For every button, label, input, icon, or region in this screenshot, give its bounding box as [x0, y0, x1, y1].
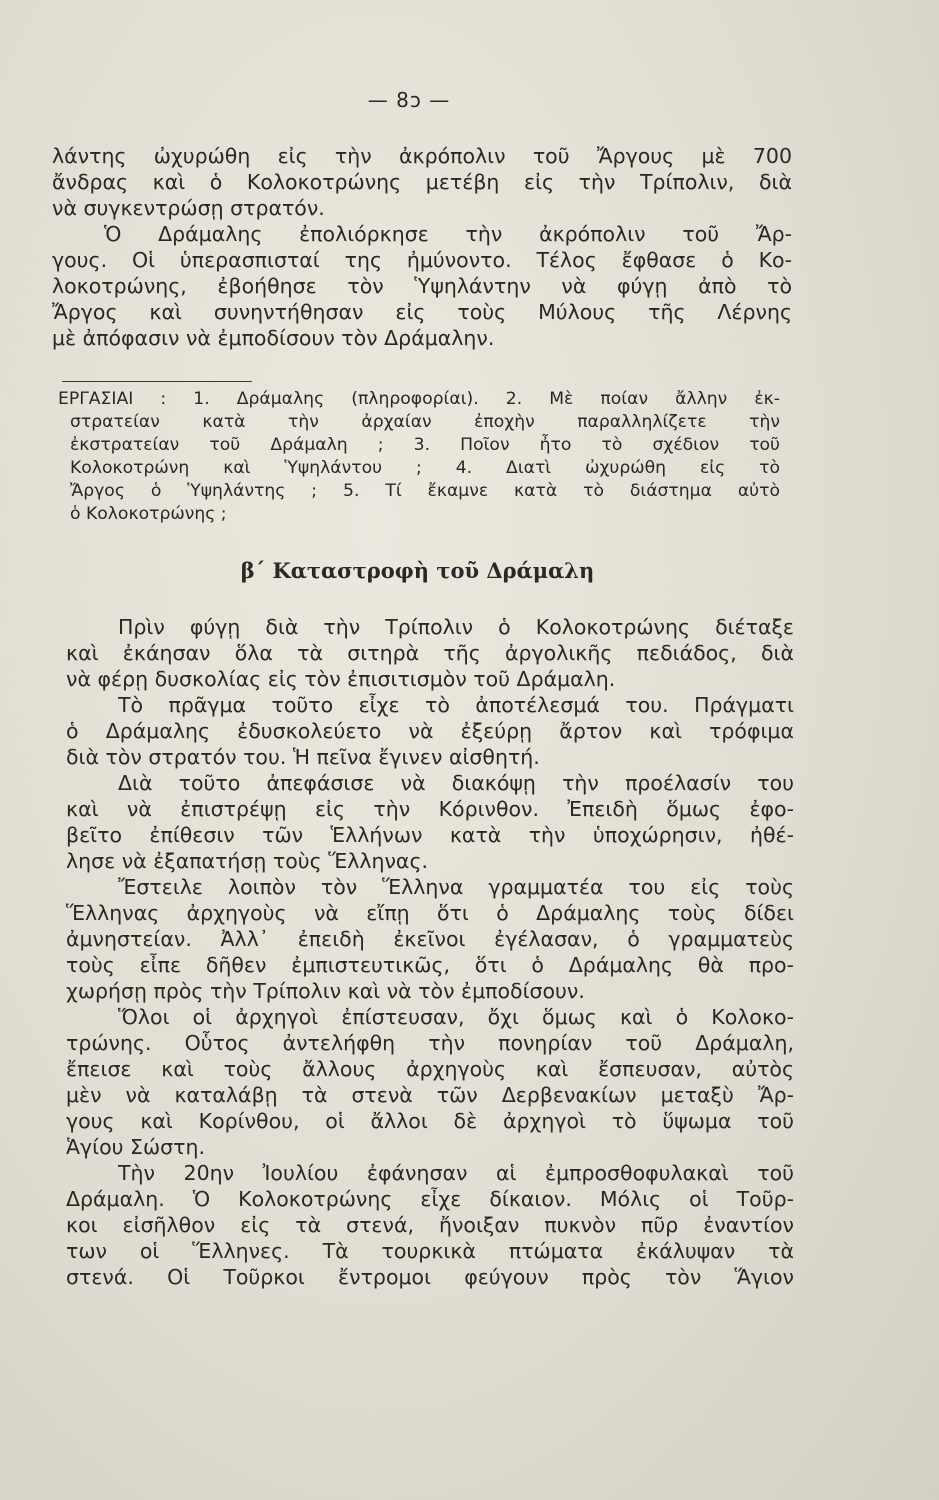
page-number: — 8ɔ —	[367, 88, 451, 112]
text-line: χωρήσῃ πρὸς τὴν Τρίπολιν καὶ νὰ τὸν ἐμποδίσουν.	[66, 979, 585, 1003]
text-line: διὰ τὸν στρατόν του. Ἡ πεῖνα ἔγινεν αἰσθητή.	[66, 745, 540, 769]
text-line: νὰ συγκεντρώσῃ στρατόν.	[52, 196, 325, 220]
section-divider	[62, 381, 252, 382]
text-line: καὶ νὰ ἐπιστρέψῃ εἰς τὴν Κόρινθον. Ἐπειδὴ ὅμως ἐφο-	[66, 797, 794, 821]
section-heading: β΄ Καταστροφὴ τοῦ Δράμαλη	[240, 558, 595, 583]
exercise-line: ἐκστρατείαν τοῦ Δράμαλη ; 3. Ποῖον ἦτο τὸ σχέδιον τοῦ	[70, 435, 780, 455]
text-line: ἀμνηστείαν. Ἀλλ᾿ ἐπειδὴ ἐκεῖνοι ἐγέλασαν, ὁ γραμματεὺς	[66, 927, 794, 951]
text-line: Τὴν 20ην Ἰουλίου ἐφάνησαν αἱ ἐμπροσθοφυλακαὶ τοῦ	[118, 1161, 794, 1185]
exercise-line: στρατείαν κατὰ τὴν ἀρχαίαν ἐποχὴν παραλληλίζετε τὴν	[70, 412, 780, 432]
text-line: Τὸ πρᾶγμα τοῦτο εἶχε τὸ ἀποτέλεσμά του. Πράγματι	[118, 693, 794, 717]
text-line: ἄνδρας καὶ ὁ Κολοκοτρώνης μετέβη εἰς τὴν Τρίπολιν, διὰ	[52, 170, 792, 194]
text-line: νὰ φέρῃ δυσκολίας εἰς τὸν ἐπισιτισμὸν τοῦ Δράμαλη.	[66, 667, 616, 691]
text-line: γους καὶ Κορίνθου, οἱ ἄλλοι δὲ ἀρχηγοὶ τὸ ὕψωμα τοῦ	[66, 1109, 794, 1133]
exercise-line: Ἄργος ὁ Ὑψηλάντης ; 5. Τί ἔκαμνε κατὰ τὸ διάστημα αὐτὸ	[70, 481, 780, 501]
text-line: Ἁγίου Σώστη.	[66, 1135, 205, 1159]
text-line: Ἄργος καὶ συνηντήθησαν εἰς τοὺς Μύλους τῆς Λέρνης	[52, 300, 792, 324]
text-line: τρώνης. Οὗτος ἀντελήφθη τὴν πονηρίαν τοῦ Δράμαλη,	[66, 1031, 794, 1055]
text-line: Δράμαλη. Ὁ Κολοκοτρώνης εἶχε δίκαιον. Μόλις οἱ Τοῦρ-	[66, 1187, 794, 1211]
text-line: μὲν νὰ καταλάβῃ τὰ στενὰ τῶν Δερβενακίων μεταξὺ Ἄρ-	[66, 1083, 794, 1107]
text-line: βεῖτο ἐπίθεσιν τῶν Ἑλλήνων κατὰ τὴν ὑποχώρησιν, ἠθέ-	[66, 823, 794, 847]
exercise-line: ὁ Κολοκοτρώνης ;	[70, 504, 227, 524]
text-line: καὶ ἐκάησαν ὅλα τὰ σιτηρὰ τῆς ἀργολικῆς πεδιάδος, διὰ	[66, 641, 794, 665]
text-line: λάντης ὠχυρώθη εἰς τὴν ἀκρόπολιν τοῦ Ἄργους μὲ 700	[52, 144, 792, 168]
text-line: Ἔστειλε λοιπὸν τὸν Ἕλληνα γραμματέα του εἰς τοὺς	[118, 875, 794, 899]
text-line: τοὺς εἶπε δῆθεν ἐμπιστευτικῶς, ὅτι ὁ Δράμαλης θὰ προ-	[66, 953, 794, 977]
text-line: στενά. Οἱ Τοῦρκοι ἔντρομοι φεύγουν πρὸς τὸν Ἅγιον	[66, 1265, 794, 1289]
text-line: Πρὶν φύγῃ διὰ τὴν Τρίπολιν ὁ Κολοκοτρώνης διέταξε	[118, 615, 794, 639]
paragraph-block-2	[66, 614, 794, 1290]
exercises-block	[58, 388, 780, 526]
text-line: Ὁ Δράμαλης ἐπολιόρκησε τὴν ἀκρόπολιν τοῦ Ἄρ-	[104, 222, 792, 246]
text-line: ἔπεισε καὶ τοὺς ἄλλους ἀρχηγοὺς καὶ ἔσπευσαν, αὐτὸς	[66, 1057, 794, 1081]
text-line: ὁ Δράμαλης ἐδυσκολεύετο νὰ ἐξεύρῃ ἄρτον καὶ τρόφιμα	[66, 719, 794, 743]
paragraph-block-1	[52, 143, 792, 351]
text-line: λοκοτρώνης, ἐβοήθησε τὸν Ὑψηλάντην νὰ φύγῃ ἀπὸ τὸ	[52, 274, 792, 298]
text-line: των οἱ Ἕλληνες. Τὰ τουρκικὰ πτώματα ἐκάλυψαν τὰ	[66, 1239, 794, 1263]
text-line: Ὅλοι οἱ ἀρχηγοὶ ἐπίστευσαν, ὄχι ὅμως καὶ ὁ Κολοκο-	[118, 1005, 794, 1029]
text-line: Διὰ τοῦτο ἀπεφάσισε νὰ διακόψῃ τὴν προέλασίν του	[118, 771, 794, 795]
exercise-line: Κολοκοτρώνη καὶ Ὑψηλάντου ; 4. Διατὶ ὠχυρώθη εἰς τὸ	[70, 458, 780, 478]
text-line: κοι εἰσῆλθον εἰς τὰ στενά, ἤνοιξαν πυκνὸν πῦρ ἐναντίον	[66, 1213, 794, 1237]
text-line: λησε νὰ ἐξαπατήσῃ τοὺς Ἕλληνας.	[66, 849, 428, 873]
text-line: Ἕλληνας ἀρχηγοὺς νὰ εἴπῃ ὅτι ὁ Δράμαλης τοὺς δίδει	[66, 901, 794, 925]
text-line: μὲ ἀπόφασιν νὰ ἐμποδίσουν τὸν Δράμαλην.	[52, 326, 495, 350]
text-line: γους. Οἱ ὑπερασπισταί της ἠμύνοντο. Τέλος ἔφθασε ὁ Κο-	[52, 248, 792, 272]
exercise-line: ΕΡΓΑΣΙΑΙ : 1. Δράμαλης (πληροφορίαι). 2. Μὲ ποίαν ἄλλην ἐκ-	[58, 389, 780, 409]
